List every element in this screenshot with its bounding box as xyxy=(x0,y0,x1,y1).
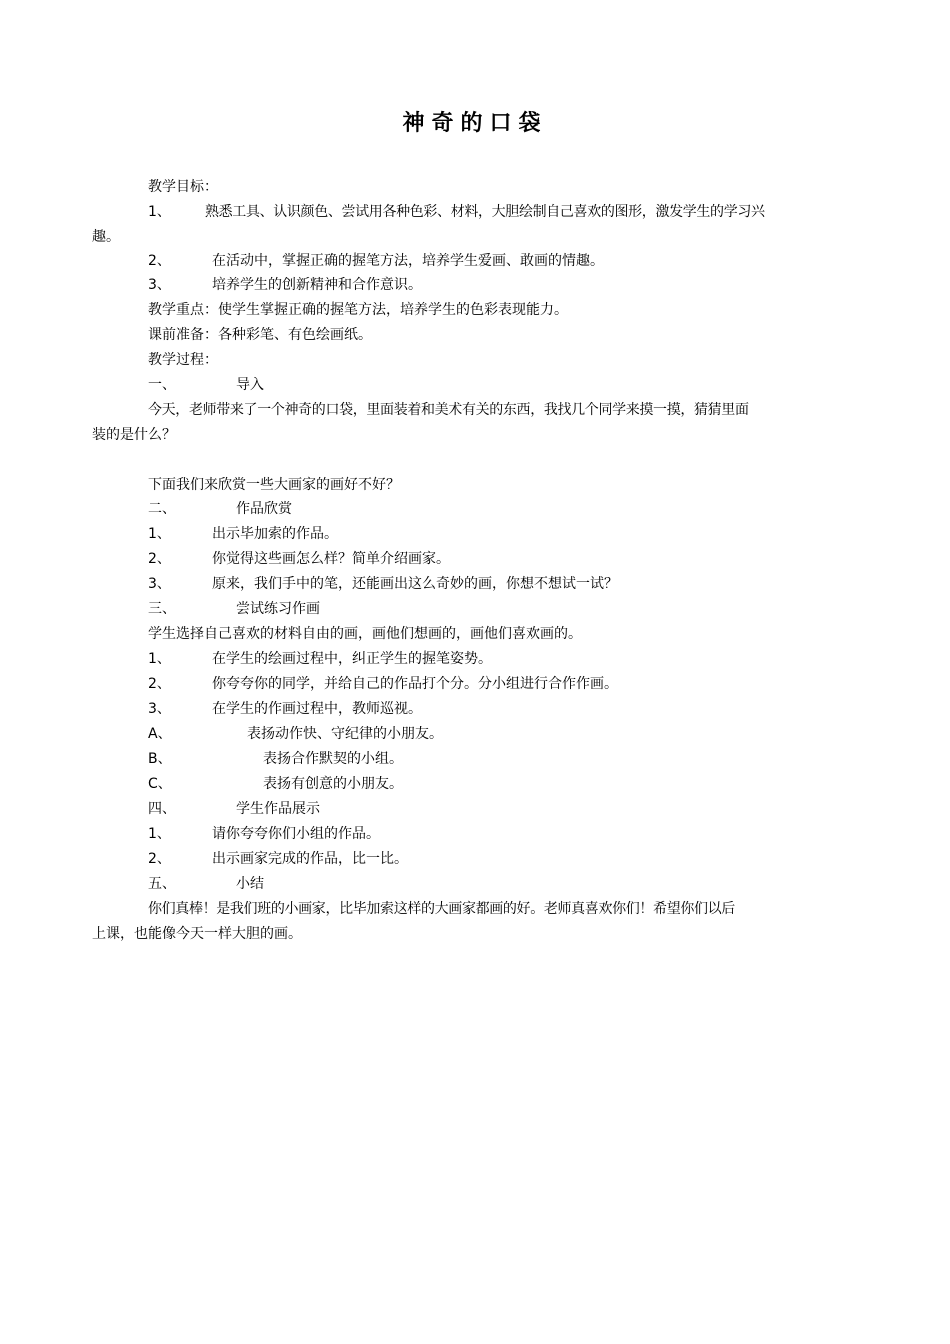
section-4-item-2-text: 出示画家完成的作品，比一比。 xyxy=(212,851,408,867)
section-3-number: 三、 xyxy=(148,601,176,617)
section-5-title: 小结 xyxy=(236,876,264,892)
objective-1-text-continued: 趣。 xyxy=(92,229,120,245)
section-3-subitem-c-number: C、 xyxy=(148,776,172,792)
section-3-item-1-text: 在学生的绘画过程中，纠正学生的握笔姿势。 xyxy=(212,651,492,667)
section-2-title: 作品欣赏 xyxy=(236,501,292,517)
section-2-item-2-text: 你觉得这些画怎么样？简单介绍画家。 xyxy=(212,551,450,567)
section-3-subitem-b-text: 表扬合作默契的小组。 xyxy=(263,751,403,767)
objective-3-number: 3、 xyxy=(148,277,171,293)
section-4-item-2-number: 2、 xyxy=(148,851,171,867)
section-5-paragraph-continued: 上课，也能像今天一样大胆的画。 xyxy=(92,926,302,942)
section-1-title: 导入 xyxy=(236,377,264,393)
section-3-item-3-text: 在学生的作画过程中，教师巡视。 xyxy=(212,701,422,717)
section-1-number: 一、 xyxy=(148,377,176,393)
section-2-item-1-text: 出示毕加索的作品。 xyxy=(212,526,338,542)
section-2-item-2-number: 2、 xyxy=(148,551,171,567)
objective-1-number: 1、 xyxy=(148,204,171,220)
objective-3-text: 培养学生的创新精神和合作意识。 xyxy=(212,277,422,293)
section-3-subitem-a-text: 表扬动作快、守纪律的小朋友。 xyxy=(247,726,443,742)
section-3-subitem-c-text: 表扬有创意的小朋友。 xyxy=(263,776,403,792)
section-1-paragraph-2: 下面我们来欣赏一些大画家的画好不好？ xyxy=(148,477,400,493)
process-label: 教学过程： xyxy=(148,352,218,368)
section-3-title: 尝试练习作画 xyxy=(236,601,320,617)
objective-2-text: 在活动中，掌握正确的握笔方法，培养学生爱画、敢画的情趣。 xyxy=(212,253,604,269)
section-4-item-1-text: 请你夸夸你们小组的作品。 xyxy=(212,826,380,842)
section-3-item-2-number: 2、 xyxy=(148,676,171,692)
section-3-subitem-a-number: A、 xyxy=(148,726,172,742)
section-2-item-3-number: 3、 xyxy=(148,576,171,592)
class-preparation: 课前准备：各种彩笔、有色绘画纸。 xyxy=(148,327,372,343)
teaching-focus: 教学重点：使学生掌握正确的握笔方法，培养学生的色彩表现能力。 xyxy=(148,302,568,318)
section-4-item-1-number: 1、 xyxy=(148,826,171,842)
section-1-paragraph: 今天，老师带来了一个神奇的口袋，里面装着和美术有关的东西，我找几个同学来摸一摸，猜猜里面 xyxy=(148,402,749,418)
section-5-paragraph: 你们真棒！是我们班的小画家，比毕加索这样的大画家都画的好。老师真喜欢你们！希望你们以后 xyxy=(148,901,735,917)
objective-1-text: 熟悉工具、认识颜色、尝试用各种色彩、材料，大胆绘制自己喜欢的图形，激发学生的学习兴 xyxy=(205,204,765,220)
section-3-subitem-b-number: B、 xyxy=(148,751,172,767)
section-4-title: 学生作品展示 xyxy=(236,801,320,817)
section-2-number: 二、 xyxy=(148,501,176,517)
section-3-item-2-text: 你夸夸你的同学，并给自己的作品打个分。分小组进行合作作画。 xyxy=(212,676,618,692)
section-3-item-3-number: 3、 xyxy=(148,701,171,717)
section-2-item-1-number: 1、 xyxy=(148,526,171,542)
objectives-label: 教学目标： xyxy=(148,179,218,195)
objective-2-number: 2、 xyxy=(148,253,171,269)
section-2-item-3-text: 原来，我们手中的笔，还能画出这么奇妙的画，你想不想试一试？ xyxy=(212,576,618,592)
page-title: 神奇的口袋 xyxy=(402,111,548,136)
section-3-intro: 学生选择自己喜欢的材料自由的画，画他们想画的，画他们喜欢画的。 xyxy=(148,626,582,642)
section-3-item-1-number: 1、 xyxy=(148,651,171,667)
section-5-number: 五、 xyxy=(148,876,176,892)
section-1-paragraph-continued: 装的是什么？ xyxy=(92,427,176,443)
section-4-number: 四、 xyxy=(148,801,176,817)
